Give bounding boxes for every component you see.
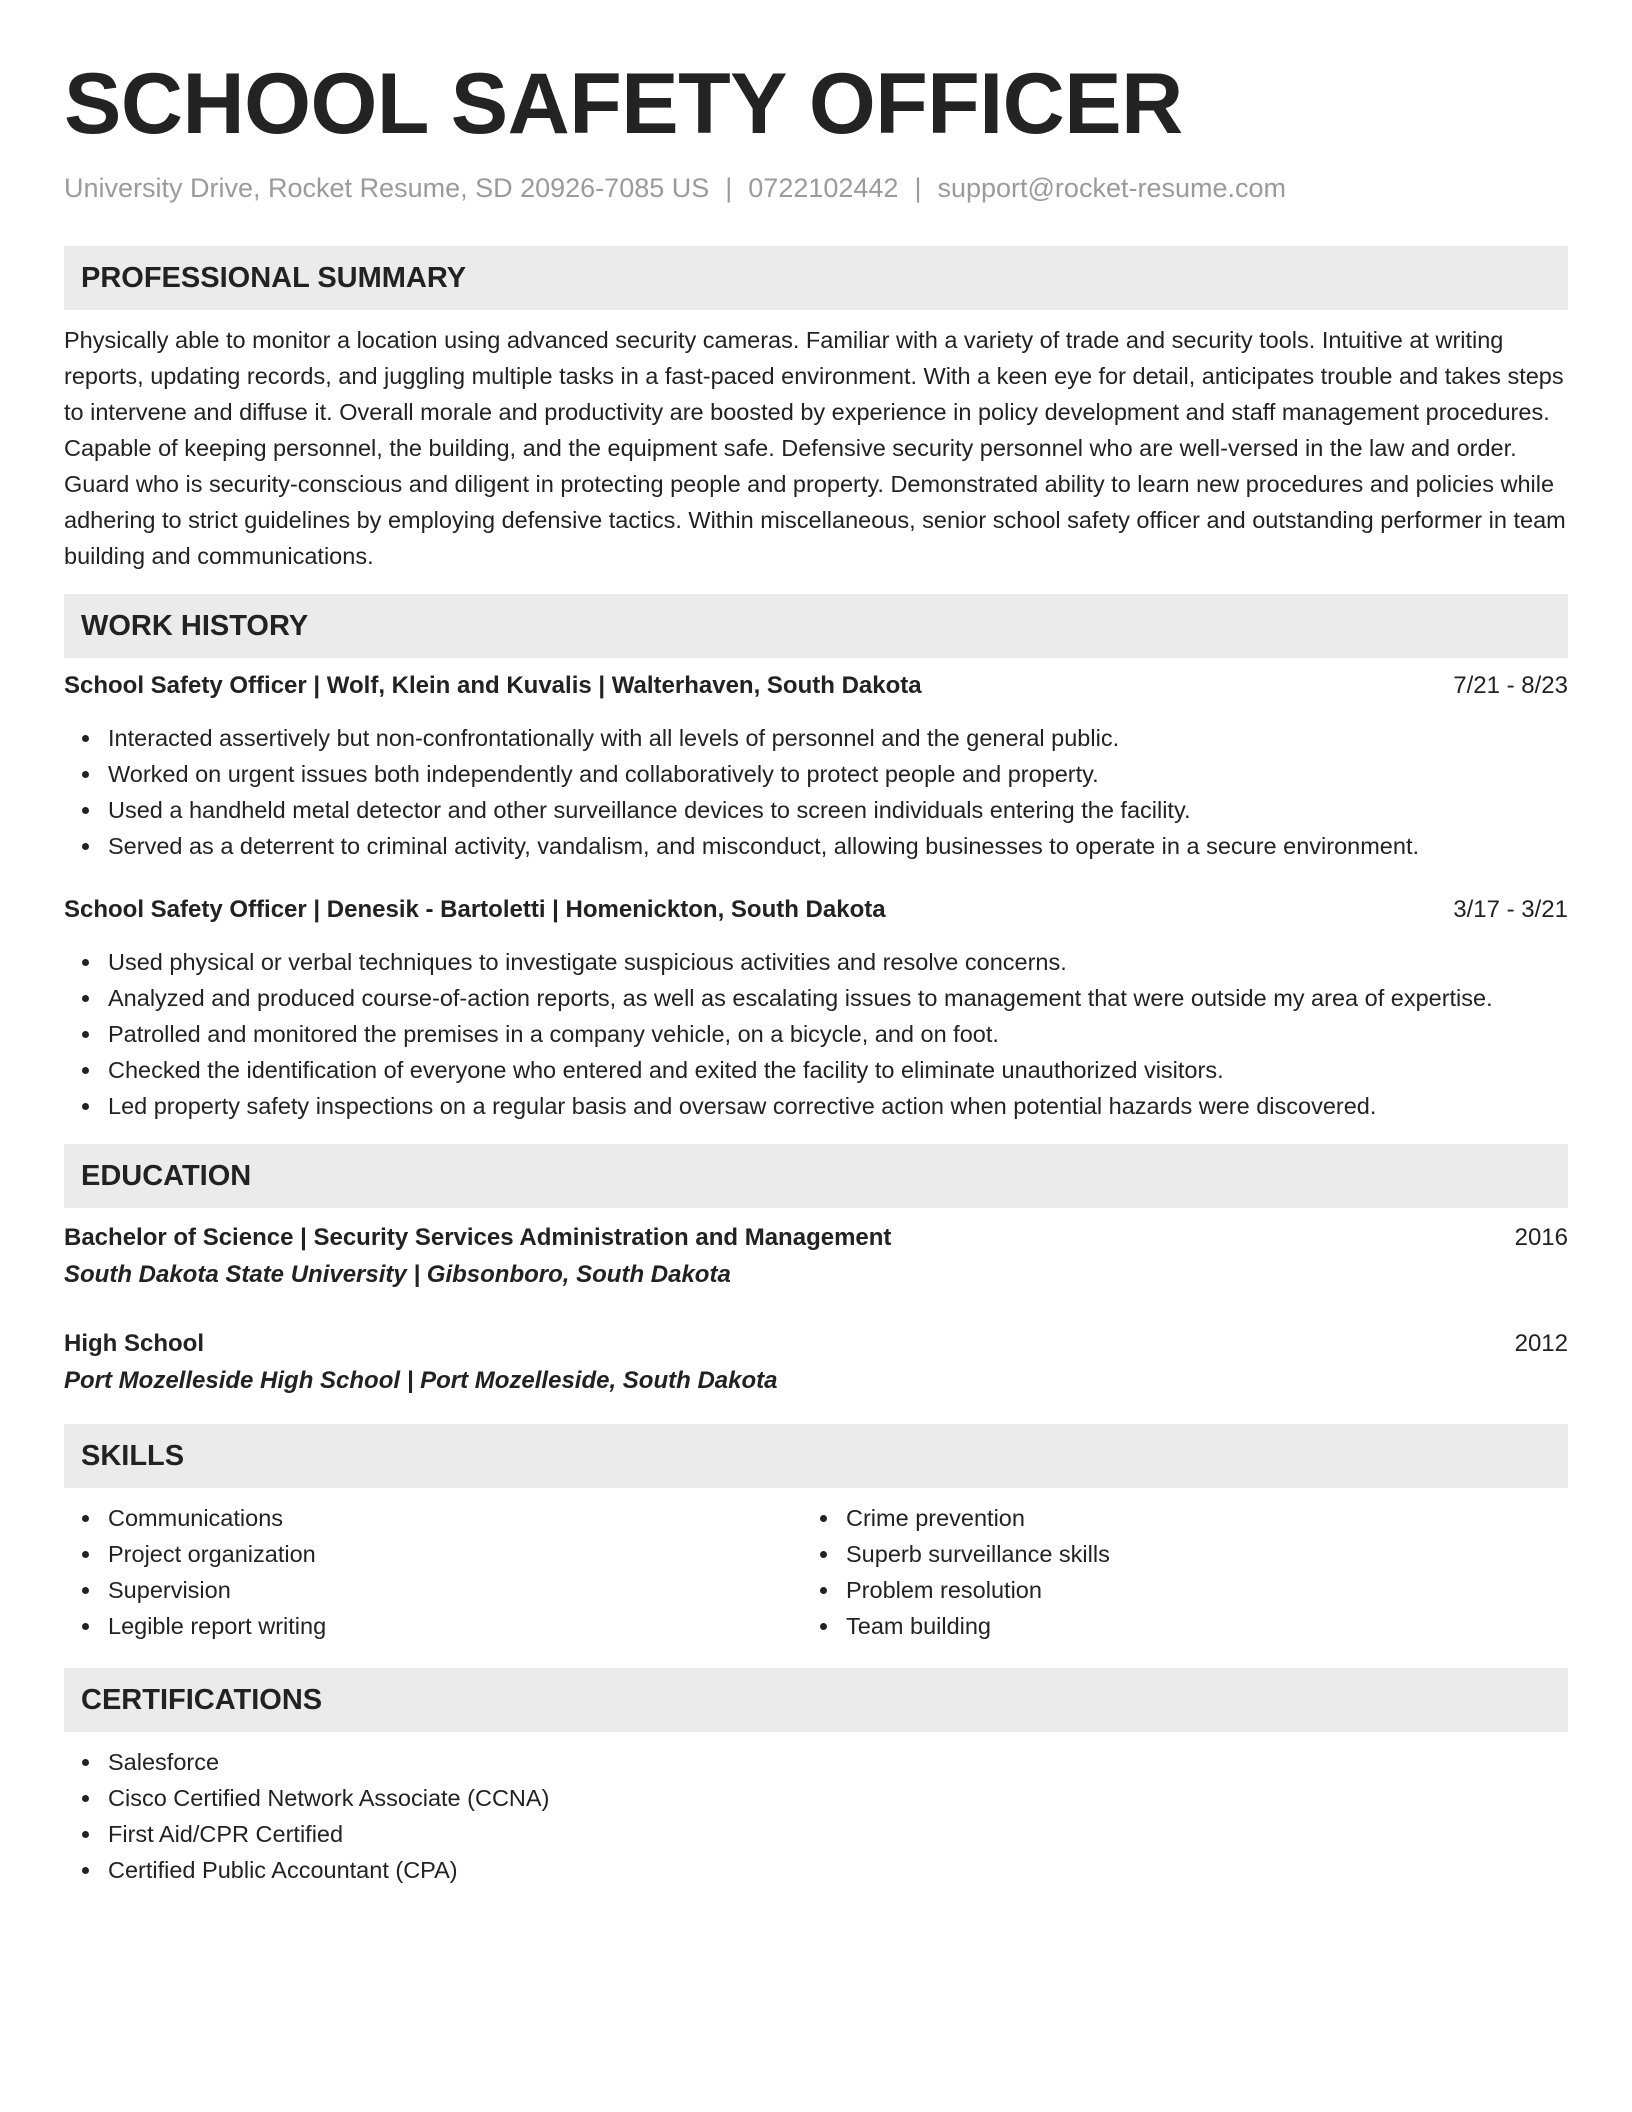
certification-item: Cisco Certified Network Associate (CCNA) <box>64 1780 1568 1816</box>
job-bullets <box>64 720 1568 864</box>
resume-name: SCHOOL SAFETY OFFICER <box>64 56 1183 152</box>
job-title: School Safety Officer | Wolf, Klein and Kuvalis | Walterhaven, South Dakota <box>64 672 922 699</box>
section-header-work-history: WORK HISTORY <box>64 594 1568 658</box>
list-item: Patrolled and monitored the premises in a company vehicle, on a bicycle, and on foot. <box>64 1016 1568 1052</box>
education-school: South Dakota State University | Gibsonboro, South Dakota <box>64 1261 731 1288</box>
job-header <box>64 892 1568 928</box>
list-item: Served as a deterrent to criminal activity, vandalism, and misconduct, allowing businesses to operate in a secure environment. <box>64 828 1568 864</box>
education-year: 2016 <box>1514 1224 1568 1251</box>
list-item: Used physical or verbal techniques to investigate suspicious activities and resolve concerns. <box>64 944 1568 980</box>
job-dates: 3/17 - 3/21 <box>1453 896 1568 923</box>
education-entry <box>64 1220 1568 1294</box>
job-dates: 7/21 - 8/23 <box>1453 672 1568 699</box>
section-header-summary: PROFESSIONAL SUMMARY <box>64 246 1568 310</box>
contact-separator: | <box>725 173 733 203</box>
education-school: Port Mozelleside High School | Port Mozelleside, South Dakota <box>64 1367 778 1394</box>
skill-item: Supervision <box>64 1572 802 1608</box>
education-header <box>64 1326 1568 1362</box>
job-bullets <box>64 944 1568 1124</box>
list-item: Interacted assertively but non-confrontationally with all levels of personnel and the general public. <box>64 720 1568 756</box>
section-header-skills: SKILLS <box>64 1424 1568 1488</box>
job-entry <box>64 668 1568 864</box>
list-item: Used a handheld metal detector and other surveillance devices to screen individuals entering the facility. <box>64 792 1568 828</box>
section-header-certifications: CERTIFICATIONS <box>64 1668 1568 1732</box>
contact-separator: | <box>914 173 922 203</box>
skill-item: Crime prevention <box>802 1500 1540 1536</box>
skill-item: Superb surveillance skills <box>802 1536 1540 1572</box>
skills-grid <box>64 1500 1568 1644</box>
job-title: School Safety Officer | Denesik - Bartoletti | Homenickton, South Dakota <box>64 896 886 923</box>
list-item: Checked the identification of everyone who entered and exited the facility to eliminate unauthorized visitors. <box>64 1052 1568 1088</box>
skills-column-right <box>802 1500 1540 1644</box>
skill-item: Team building <box>802 1608 1540 1644</box>
skill-item: Project organization <box>64 1536 802 1572</box>
certification-item: First Aid/CPR Certified <box>64 1816 1568 1852</box>
education-degree: Bachelor of Science | Security Services Administration and Management <box>64 1224 892 1251</box>
skill-item: Legible report writing <box>64 1608 802 1644</box>
education-entry <box>64 1326 1568 1400</box>
skill-item: Communications <box>64 1500 802 1536</box>
summary-text: Physically able to monitor a location using advanced security cameras. Familiar with a variety of trade and security tools. Intuitive at writing reports, updating records, and juggling multiple tasks in a fast-paced environment. With a keen eye for detail, anticipates trouble and takes steps to intervene and diffuse it. Overall morale and productivity are boosted by experience in policy development and staff management procedures. Capable of keeping personnel, the building, and the equipment safe. Defensive security personnel who are well-versed in the law and order. Guard who is security-conscious and diligent in protecting people and property. Demonstrated ability to learn new procedures and policies while adhering to strict guidelines by employing defensive tactics. Within miscellaneous, senior school safety officer and outstanding performer in team building and communications. <box>64 327 1566 569</box>
job-entry <box>64 892 1568 1124</box>
contact-phone: 0722102442 <box>748 173 899 203</box>
certifications-list <box>64 1744 1568 1888</box>
certification-item: Certified Public Accountant (CPA) <box>64 1852 1568 1888</box>
list-item: Led property safety inspections on a regular basis and oversaw corrective action when potential hazards were discovered. <box>64 1088 1568 1124</box>
education-year: 2012 <box>1514 1330 1568 1357</box>
skill-item: Problem resolution <box>802 1572 1540 1608</box>
contact-email: support@rocket-resume.com <box>937 173 1286 203</box>
list-item: Worked on urgent issues both independently and collaboratively to protect people and property. <box>64 756 1568 792</box>
skills-column-left <box>64 1500 802 1644</box>
contact-line <box>64 170 1568 206</box>
education-header <box>64 1220 1568 1256</box>
contact-address: University Drive, Rocket Resume, SD 20926-7085 US <box>64 173 710 203</box>
education-degree: High School <box>64 1330 204 1357</box>
list-item: Analyzed and produced course-of-action reports, as well as escalating issues to management that were outside my area of expertise. <box>64 980 1568 1016</box>
certification-item: Salesforce <box>64 1744 1568 1780</box>
job-header <box>64 668 1568 704</box>
section-header-education: EDUCATION <box>64 1144 1568 1208</box>
